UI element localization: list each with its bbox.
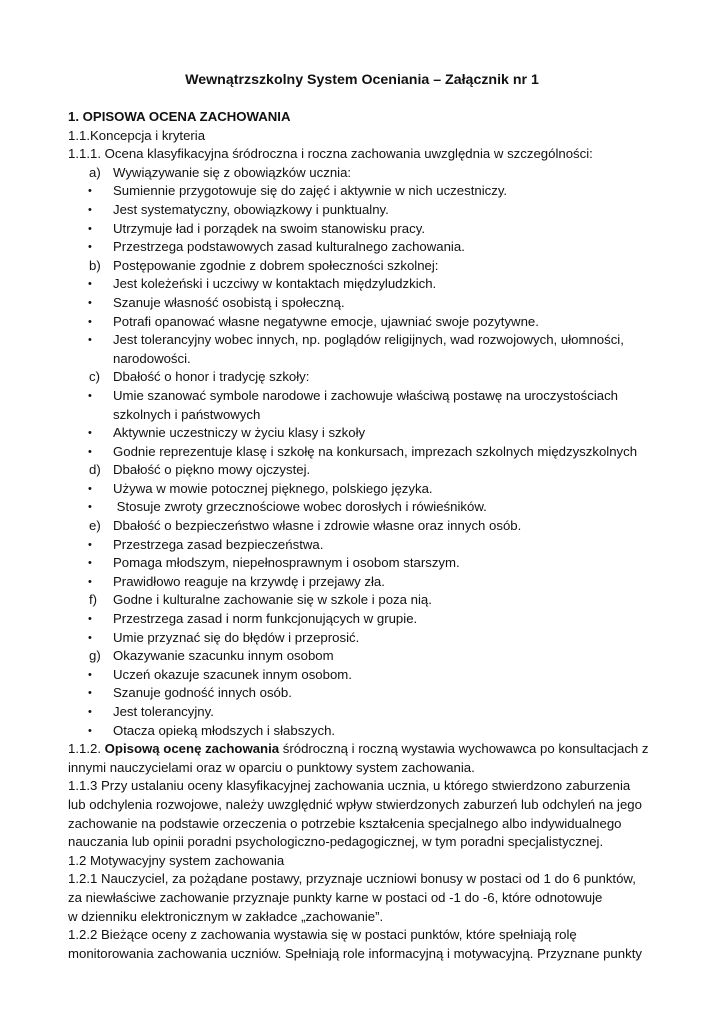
bullet-icon: • <box>88 687 92 700</box>
subheading-1-2: 1.2 Motywacyjny system zachowania <box>68 852 285 868</box>
section-heading: 1. OPISOWA OCENA ZACHOWANIA <box>68 109 291 124</box>
bullet-icon: • <box>88 389 92 402</box>
bullet-icon: • <box>88 278 92 291</box>
bullet-icon: • <box>88 706 92 718</box>
group-label-text: Dbałość o bezpieczeństwo własne i zdrowie własne oraz innych osób. <box>113 518 522 534</box>
paragraph-number: 1.1.2. <box>68 741 105 757</box>
subheading-1-1: 1.1.Koncepcja i kryteria <box>68 127 206 143</box>
list-item-text: Otacza opieką młodszych i słabszych. <box>113 722 336 738</box>
list-item-text: Przestrzega zasad bezpieczeństwa. <box>113 536 324 552</box>
list-item-text: Szanuje godność innych osób. <box>113 685 292 701</box>
list-item <box>68 238 668 257</box>
bullet-icon: • <box>88 222 92 235</box>
list-item <box>68 182 668 201</box>
list-item <box>68 554 668 573</box>
paragraph-line: zachowanie na podstawie orzeczenia o potrzebie kształcenia specjalnego albo indywidualnego <box>68 815 622 831</box>
list-item-text: Pomaga młodszym, niepełnosprawnym i osobom starszym. <box>113 555 460 571</box>
group-marker: g) <box>89 648 101 664</box>
paragraph-line <box>68 740 668 759</box>
criteria-group-g <box>68 647 668 740</box>
group-label <box>68 647 668 666</box>
list-item-text: Używa w mowie potocznej pięknego, polskiego języka. <box>113 480 433 496</box>
bullet-icon: • <box>88 557 92 570</box>
group-label-text: Postępowanie zgodnie z dobrem społeczności szkolnej: <box>113 257 439 273</box>
document-body <box>68 108 668 963</box>
list-item-text: Jest tolerancyjny wobec innych, np. poglądów religijnych, wad rozwojowych, ułomności, narodowości. <box>113 332 624 366</box>
paragraph-line: za niewłaściwe zachowanie przyznaje punkty karne w postaci od -1 do -6, które odnotowuje <box>68 889 603 905</box>
list-item-text: Jest tolerancyjny. <box>113 704 214 719</box>
bullet-icon: • <box>88 334 92 347</box>
bullet-icon: • <box>88 575 92 588</box>
group-marker: a) <box>89 164 101 180</box>
group-label-text: Dbałość o honor i tradycję szkoły: <box>113 369 310 385</box>
paragraph-line: 1.2.2 Bieżące oceny z zachowania wystawia się w postaci punktów, które spełniają rolę <box>68 927 577 943</box>
paragraph-1-2-1 <box>68 870 668 926</box>
criteria-group-d <box>68 461 668 517</box>
paragraph-line: monitorowania zachowania uczniów. Spełniają role informacyjną i motywacyjną. Przyznane punkty <box>68 945 642 961</box>
document-title: Wewnątrzszkolny System Oceniania – Załącznik nr 1 <box>185 72 539 88</box>
group-marker: c) <box>89 369 100 385</box>
list-item-text: Utrzymuje ład i porządek na swoim stanowisku pracy. <box>113 220 425 236</box>
list-item <box>68 536 668 555</box>
group-marker: f) <box>89 592 98 608</box>
list-item-text: Potrafi opanować własne negatywne emocje, ujawniać swoje pozytywne. <box>113 313 539 329</box>
bullet-icon: • <box>88 538 92 551</box>
paragraph-line: nauczania lub opinii poradni psychologiczno-pedagogicznej, w tym poradni specjalistycznej. <box>68 834 604 850</box>
paragraph-line: lub odchylenia rozwojowe, należy uwzględnić wpływ stwierdzonych zaburzeń lub odchyleń na jego <box>68 796 642 812</box>
list-item-text: Prawidłowo reaguje na krzywdę i przejawy zła. <box>113 573 385 589</box>
group-label <box>68 591 668 610</box>
bold-phrase: Opisową ocenę zachowania <box>104 741 280 757</box>
list-item-text: Uczeń okazuje szacunek innym osobom. <box>113 666 352 682</box>
criteria-group-c <box>68 368 668 461</box>
paragraph-line: w dzienniku elektronicznym w zakładce „zachowanie”. <box>68 908 384 924</box>
list-item <box>68 722 668 741</box>
list-item-text: Umie przyznać się do błędów i przeprosić. <box>113 629 360 645</box>
group-label-text: Okazywanie szacunku innym osobom <box>113 648 334 664</box>
paragraph-line: 1.2.1 Nauczyciel, za pożądane postawy, przyznaje uczniowi bonusy w postaci od 1 do 6 punktów, <box>68 871 636 887</box>
list-item <box>68 387 668 424</box>
paragraph-line: innymi nauczycielami oraz w oparciu o punktowy system zachowania. <box>68 759 475 775</box>
list-item <box>68 498 668 517</box>
list-item <box>68 703 668 722</box>
paragraph-1-1-2 <box>68 740 668 777</box>
group-label <box>68 164 668 183</box>
list-item <box>68 275 668 294</box>
list-item-text: Jest koleżeński i uczciwy w kontaktach międzyludzkich. <box>113 276 437 292</box>
list-item <box>68 294 668 313</box>
paragraph-line: 1.1.3 Przy ustalaniu oceny klasyfikacyjnej zachowania ucznia, u którego stwierdzono zaburzenia <box>68 778 631 794</box>
list-item-text: Przestrzega zasad i norm funkcjonujących w grupie. <box>113 611 418 627</box>
list-item-text: Stosuje zwroty grzecznościowe wobec dorosłych i rówieśników. <box>113 499 487 515</box>
list-item-text: Umie szanować symbole narodowe i zachowuje właściwą postawę na uroczystościach szkolnych i państwowych <box>113 387 619 422</box>
bullet-icon: • <box>88 482 92 495</box>
group-label-text: Wywiązywanie się z obowiązków ucznia: <box>113 164 352 180</box>
list-item-text: Godnie reprezentuje klasę i szkołę na konkursach, imprezach szkolnych międzyszkolnych <box>113 443 638 459</box>
group-label <box>68 517 668 536</box>
bullet-icon: • <box>88 203 92 216</box>
group-marker: e) <box>89 518 101 534</box>
list-item-text: Jest systematyczny, obowiązkowy i punktualny. <box>113 201 389 217</box>
paragraph-text: śródroczną i roczną wystawia wychowawca po konsultacjach z <box>279 741 649 757</box>
group-label-text: Dbałość o piękno mowy ojczystej. <box>113 462 311 478</box>
list-item <box>68 666 668 685</box>
bullet-icon: • <box>88 296 92 309</box>
list-item <box>68 424 668 443</box>
list-item <box>68 313 668 332</box>
list-item <box>68 610 668 629</box>
paragraph-1-1-3 <box>68 777 668 851</box>
list-item <box>68 629 668 648</box>
intro-1-1-1: 1.1.1. Ocena klasyfikacyjna śródroczna i roczna zachowania uwzględnia w szczególności: <box>68 146 593 162</box>
group-marker: d) <box>89 462 101 478</box>
bullet-icon: • <box>88 613 92 626</box>
bullet-icon: • <box>88 724 92 737</box>
group-label <box>68 368 668 387</box>
list-item-text: Szanuje własność osobistą i społeczną. <box>113 294 345 310</box>
group-label <box>68 461 668 480</box>
list-item <box>68 443 668 462</box>
criteria-group-e <box>68 517 668 591</box>
bullet-icon: • <box>88 668 92 681</box>
bullet-icon: • <box>88 315 92 328</box>
group-label-text: Godne i kulturalne zachowanie się w szkole i poza nią. <box>113 592 432 608</box>
list-item <box>68 480 668 499</box>
bullet-icon: • <box>88 241 92 254</box>
criteria-group-a <box>68 164 668 257</box>
list-item <box>68 573 668 592</box>
list-item <box>68 684 668 703</box>
list-item-text: Przestrzega podstawowych zasad kulturalnego zachowania. <box>113 239 465 255</box>
paragraph-1-2-2 <box>68 926 668 963</box>
list-item <box>68 201 668 220</box>
bullet-icon: • <box>88 185 92 198</box>
group-marker: b) <box>89 257 101 273</box>
criteria-group-b <box>68 257 668 369</box>
bullet-icon: • <box>88 631 92 644</box>
criteria-group-f <box>68 591 668 647</box>
list-item-text: Aktywnie uczestniczy w życiu klasy i szkoły <box>113 425 366 441</box>
bullet-icon: • <box>88 445 92 458</box>
list-item <box>68 331 668 368</box>
group-label <box>68 257 668 276</box>
bullet-icon: • <box>88 427 92 440</box>
list-item-text: Sumiennie przygotowuje się do zajęć i aktywnie w nich uczestniczy. <box>113 183 508 199</box>
bullet-icon: • <box>88 501 92 514</box>
list-item <box>68 220 668 239</box>
